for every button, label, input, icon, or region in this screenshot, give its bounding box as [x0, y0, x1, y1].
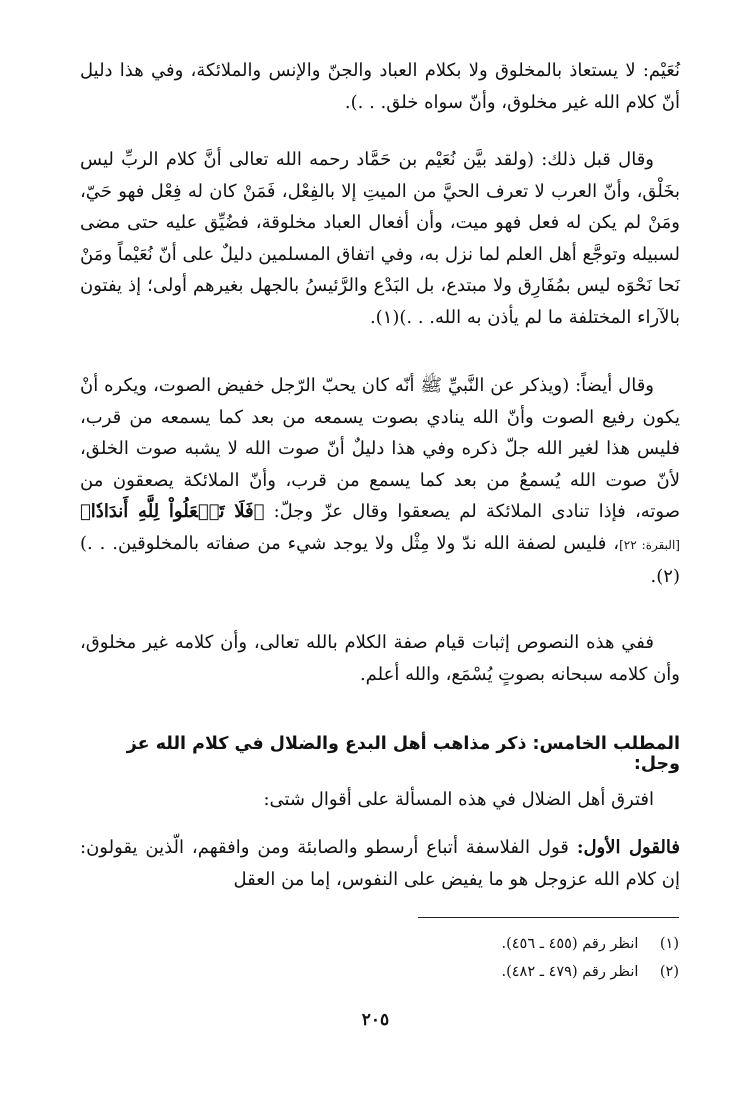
paragraph-5-text: افترق أهل الضلال في هذه المسألة على أقوال شتى: — [263, 789, 654, 810]
paragraph-3 — [80, 370, 680, 593]
paragraph-6-text — [80, 832, 680, 895]
paragraph-6 — [80, 832, 680, 895]
paragraph-6-body: قول الفلاسفة أتباع أرسطو والصابئة ومن وافقهم، الّذين يقولون: إن كلام الله عزوجل هو ما يفيض على النفوس، إما من العقل — [80, 837, 680, 890]
paragraph-3-text — [80, 370, 680, 593]
paragraph-2-text: وقال قبل ذلك: (ولقد بيَّن نُعَيْم بن حَمَّاد رحمه الله تعالى أنَّ كلام الربِّ ليس بخَلْق، وأنّ العرب لا تعرف الحيَّ من الميتِ إلا بالفِعْل، فَمَنْ كان له فِعْل فهو حَيّ، ومَنْ لم يكن له فعل فهو ميت، وأن أفعال العباد مخلوقة، فضُيِّق عليه حتى مضى لسبيله وتوجَّع أهل العلم لما نزل به، وفي اتفاق المسلمين دليلٌ على أنّ نُعَيْماً ومَنْ نَحا نَحْوَه ليس بمُفَارِق ولا مبتدع، بل البَدْع والرَّئيسُ بالجهل بغيرهم أولى؛ إذ يفتون بالآراء المختلفة ما لم يأذن به الله. . .)(١). — [80, 149, 680, 328]
footnote-divider — [418, 917, 679, 918]
footnote-1-number: (١) — [659, 936, 679, 952]
footnote-1 — [380, 930, 679, 958]
page-number: ٢٠٥ — [361, 1010, 390, 1030]
paragraph-3-part-d: ، فليس لصفة الله ندّ ولا مِثْل ولا يوجد شيء من صفاته بالمخلوقين. . .)(٢). — [80, 532, 680, 587]
quran-verse: ﴿فَلَا تَجۡعَلُواْ لِلَّهِ أَندَادٗا﴾ — [80, 501, 265, 522]
verse-reference: [البقرة: ٢٢] — [619, 537, 680, 552]
paragraph-5 — [80, 784, 680, 816]
paragraph-1 — [80, 55, 680, 118]
paragraph-4 — [80, 627, 680, 690]
paragraph-3-part-a: وقال أيضاً: (ويذكر عن النَّبيِّ ﷺ أنّه كان يحبّ الرّجل خفيض الصوت، ويكره أنْ يكون رفيع الصوت وأنّ الله ينادي بصوت يسمعه من بعد كما يسمعه من قرب، فليس هذا لغير الله جلّ ذكره وفي هذا دليلٌ أنّ صوت الله لا يشبه صوت الخلق، لأنّ صوت الله يُسمعُ من بعد كما يسمع من قرب، وأنّ الملائكة يصعقون من صوته، فإذا تنادى الملائكة لم يصعقوا وقال عزّ وجلّ: — [80, 375, 681, 522]
paragraph-2 — [80, 144, 680, 333]
paragraph-4-text: ففي هذه النصوص إثبات قيام صفة الكلام بالله تعالى، وأن كلامه غير مخلوق، وأن كلامه سبحانه بصوتٍ يُسْمَع، والله أعلم. — [80, 632, 680, 685]
paragraph-1-text: نُعَيْم: لا يستعاذ بالمخلوق ولا بكلام العباد والجنّ والإنس والملائكة، وفي هذا دليل أنّ كلام الله غير مخلوق، وأنّ سواه خلق. . .). — [80, 60, 680, 113]
footnote-2-text: انظر رقم (٤٧٩ ـ ٤٨٢). — [501, 964, 639, 980]
first-saying-label: فالقول الأول: — [576, 837, 680, 858]
section-heading: المطلب الخامس: ذكر مذاهب أهل البدع والضلال في كلام الله عز وجل: — [126, 734, 680, 774]
footnote-2-number: (٢) — [659, 964, 679, 980]
footnote-2 — [380, 958, 679, 986]
footnote-1-text: انظر رقم (٤٥٥ ـ ٤٥٦). — [501, 936, 639, 952]
